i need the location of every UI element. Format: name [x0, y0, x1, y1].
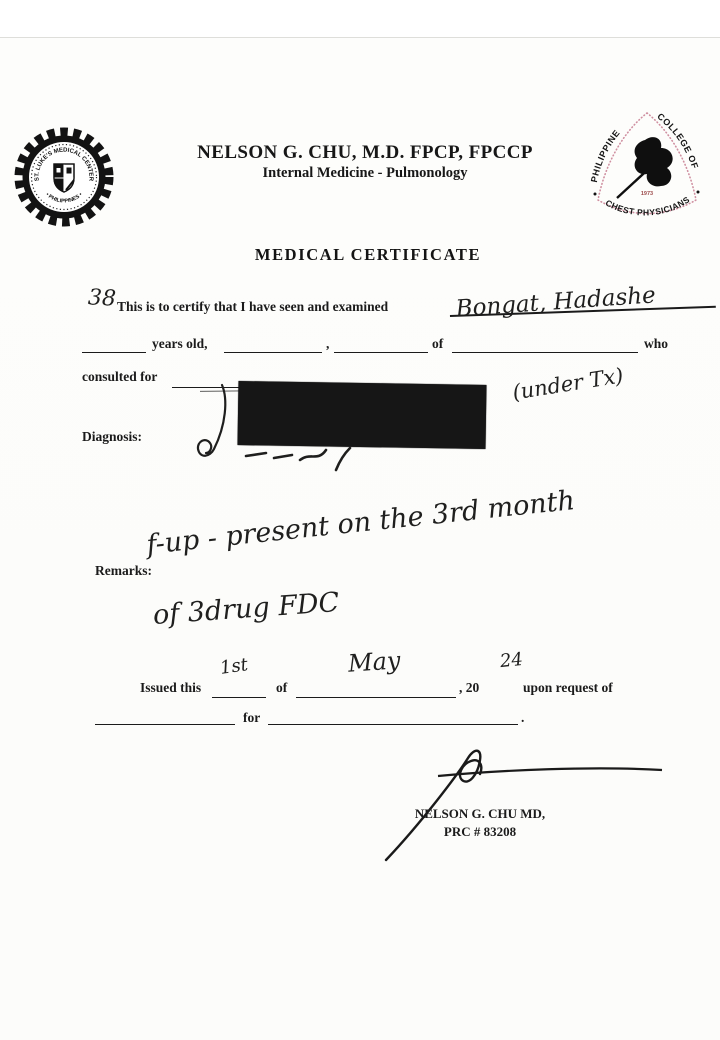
requestor-blank: [95, 707, 235, 725]
seal-left-arc-bottom-text: • PHILIPPINES •: [44, 191, 84, 205]
of-label: of: [432, 336, 444, 351]
handwritten-year: 24: [498, 648, 524, 673]
signatory-name: NELSON G. CHU MD,: [414, 806, 546, 821]
handwritten-remarks-line2: of 3drug FDC: [152, 586, 341, 631]
civil-status-blank: [224, 333, 322, 353]
signatory-license: PRC # 83208: [443, 824, 517, 839]
seal-right-arc-right-text: COLLEGE OF: [655, 111, 701, 171]
upon-request-label: upon request of: [523, 680, 613, 695]
seal-right-arc-left-text: PHILIPPINE: [588, 127, 623, 184]
month-blank: [296, 680, 456, 698]
scan-edge-line: [0, 37, 720, 38]
seal-right-arc-bottom-text: CHEST PHYSICIANS: [603, 194, 692, 218]
day-blank: [212, 680, 266, 698]
redacted-diagnosis-box: [238, 381, 487, 449]
consulted-for-label: consulted for: [82, 369, 158, 384]
handwritten-day: 1st: [218, 654, 250, 679]
issued-of-label: of: [276, 680, 288, 695]
purpose-blank: [268, 707, 518, 725]
handwritten-margin-note: 38: [87, 285, 117, 312]
philippine-college-chest-physicians-seal-icon: [583, 106, 711, 234]
comma-label: ,: [326, 336, 330, 351]
certify-lead-text: This is to certify that I have seen and examined: [117, 299, 389, 314]
st-lukes-medical-center-seal-icon: [12, 120, 116, 232]
shield-icon: [54, 164, 74, 192]
handwritten-remarks-line1: f-up - present on the 3rd month: [145, 485, 577, 561]
handwritten-item-stroke: [188, 381, 240, 467]
handwriting-peek-strokes: [240, 446, 430, 472]
remarks-label: Remarks:: [95, 563, 152, 578]
document-title: MEDICAL CERTIFICATE: [254, 245, 482, 264]
doctor-name: NELSON G. CHU, M.D. FPCP, FPCCP: [197, 142, 533, 163]
years-old-label: years old,: [152, 336, 208, 351]
letterhead: [130, 142, 600, 182]
patient-name-blank: [449, 272, 716, 323]
seal-right-year: 1973: [640, 191, 654, 197]
seal-left-arc-top-text: ST. LUKE'S MEDICAL CENTER: [34, 147, 94, 182]
diagnosis-label: Diagnosis:: [82, 429, 143, 444]
year-prefix-label: , 20: [459, 680, 480, 695]
who-label: who: [644, 336, 669, 351]
doctor-specialty: Internal Medicine - Pulmonology: [262, 165, 468, 181]
issued-this-label: Issued this: [140, 680, 202, 695]
chest-physicians-figure-icon: [617, 137, 673, 198]
doctor-signature-icon: [372, 744, 672, 864]
address-blank: [452, 333, 638, 353]
occupation-blank: [334, 333, 428, 353]
handwritten-under-tx-note: (under Tx): [510, 363, 626, 405]
period-label: .: [521, 710, 525, 725]
signatory-block: [380, 806, 580, 840]
handwritten-patient-name: Bongat, Hadashe: [454, 282, 657, 323]
for-label: for: [243, 710, 261, 725]
handwritten-month: May: [347, 646, 402, 678]
age-blank: [82, 333, 146, 353]
